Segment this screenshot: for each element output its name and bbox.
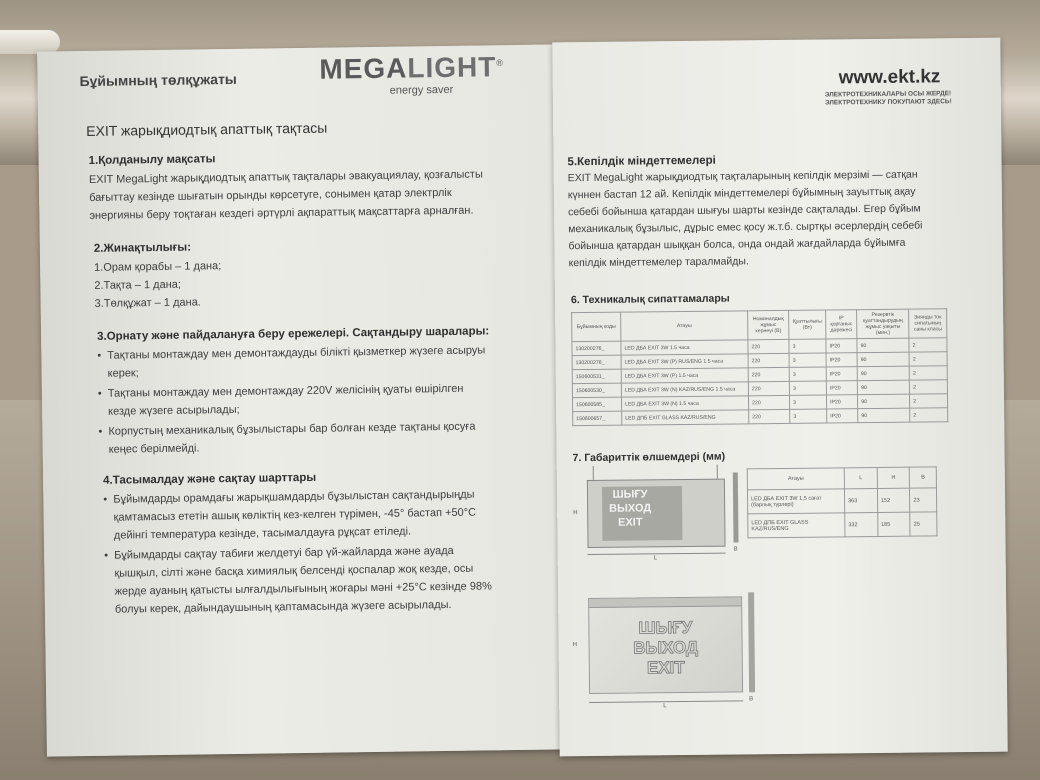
glass-text-ru: ВЫХОД	[633, 637, 699, 658]
dim-cell: 332	[845, 512, 878, 536]
section-7-heading: 7. Габариттік өлшемдері (мм)	[572, 450, 726, 465]
section-5-line: кепілдік міндеттемелер таралмайды.	[568, 255, 749, 270]
bullet-line: керек;	[107, 367, 139, 380]
spec-cell: 2	[909, 366, 947, 380]
spec-cell: 220	[748, 339, 789, 353]
dim-header: Атауы	[747, 468, 844, 490]
section-4-heading: 4.Тасымалдау және сақтау шарттары	[103, 471, 317, 487]
spec-cell: LED ДБА EXIT 3W (N) KAZ/RUS/ENG 1.5 часа	[621, 382, 748, 397]
dim-b-label: B	[733, 546, 738, 553]
dim-header: B	[910, 467, 937, 488]
left-page	[37, 44, 567, 756]
spec-cell: 2	[910, 408, 948, 422]
spec-header: IP қорғаныс дәрежесі	[826, 310, 857, 339]
product-title: EXIT жарықдиодтық апаттық тақтасы	[86, 119, 328, 139]
sign-text-kz: ШЫҒУ	[612, 488, 648, 501]
table-row	[747, 488, 936, 514]
spec-cell: 220	[749, 409, 790, 423]
spec-cell: 90	[858, 394, 910, 409]
spec-cell: 90	[857, 380, 909, 395]
section-2-heading: 2.Жинақтылығы:	[93, 241, 192, 255]
dim-cell: LED ДПБ EXIT GLASS KAZ/RUS/ENG	[748, 513, 845, 538]
bullet-line: • Бұйымдарды сақтау табиғи желдетуі бар үй-жайларда және ауада	[114, 544, 454, 562]
dim-header-row	[747, 467, 936, 490]
section-5-heading: 5.Кепілдік міндеттемелері	[567, 154, 716, 169]
spec-cell: LED ДБА EXIT 3W (P) RUS/ENG 1.5 часа	[621, 354, 748, 369]
section-3-bullet	[108, 378, 560, 420]
dim-cell: 25	[910, 512, 937, 536]
dim-l-label: L	[653, 555, 658, 562]
section-3-heading: 3.Орнату және пайдалануға беру ережелері. Сақтандыру шаралары:	[97, 325, 490, 343]
section-4-bullet	[114, 540, 567, 618]
bullet-line: • Тақтаны монтаждау мен демонтаждауды білікті қызметкер жүзеге асыруы	[107, 344, 486, 362]
spec-cell: LED ДПБ EXIT GLASS KAZ/RUS/ENG	[622, 410, 749, 425]
dim-h-label: H	[572, 642, 577, 649]
spec-cell: 150600530_	[572, 383, 621, 398]
bullet-line: кезде жүзеге асырылады;	[108, 403, 240, 418]
glass-text-kz: ШЫҒУ	[638, 617, 693, 638]
spec-header: Зиянды ток сипатының саны класы	[909, 309, 947, 338]
dim-cell: 185	[877, 512, 910, 536]
dim-l-label: L	[663, 703, 667, 710]
spec-cell: 150600657_	[573, 411, 622, 426]
sign-text-en: EXIT	[618, 516, 643, 529]
spec-cell: IP20	[827, 395, 858, 409]
dim-cell: 363	[844, 488, 877, 512]
dim-h-label: H	[573, 510, 578, 517]
exit-sign-front	[587, 479, 726, 548]
table-row	[573, 408, 948, 426]
sign-side-view	[733, 472, 739, 542]
bullet-line: қамтамасыз ететін ашық көліктің кез-келген түрімен, -45° бастап +50°C	[113, 506, 477, 524]
section-5-line: күннен бастап 12 ай. Кепілдік міндеттемелері бұйымның зауыттық ақау	[567, 185, 916, 202]
section-3-bullet	[108, 416, 560, 458]
exit-sign-glass	[588, 596, 743, 694]
dim-cell: 23	[910, 488, 937, 512]
brand-reg: ®	[496, 57, 505, 68]
section-1-text	[89, 165, 552, 225]
sign-top-bar	[589, 597, 741, 608]
brand-mega: MEGA	[319, 52, 408, 85]
spec-cell: LED ДБА EXIT 3W (N) 1.5 часа	[621, 396, 748, 411]
bullet-line: • Корпустың механикалық бұзылыстары бар болған кезде тақтаны қосуға	[108, 420, 476, 438]
spec-cell: IP20	[827, 409, 858, 423]
section-5-line: механикалық бұзылыс, дұрыс емес қосу ж.т.б. сыртқы әсерлердің себебі	[568, 219, 923, 236]
section-5-line: EXIT MegaLight жарықдиодтық тақталарының кепілдік мерзімі — сатқан	[567, 168, 918, 185]
bullet-line: қышқыл, сілті және басқа химиялық белсенді қоспалар жоқ кезде, осы	[114, 562, 474, 580]
spec-cell: 2	[909, 338, 947, 352]
section-5-line: себебі бойынша қатардан шығуы шарты кезінде сақталады. Егер бұйым	[567, 202, 921, 219]
brand-tagline: energy saver	[389, 83, 454, 97]
spec-cell: 220	[748, 381, 789, 395]
bullet-line: • Тақтаны монтаждау мен демонтаждау 220V желісінің қуаты өшірілген	[107, 382, 464, 400]
spec-cell: 3	[789, 381, 826, 395]
bullet-line: болуы керек, дайындаушының қаптамасында жүзеге асырылады.	[114, 598, 452, 616]
brand-logo	[319, 51, 504, 86]
dim-cell: 152	[877, 488, 910, 512]
spec-cell: 2	[910, 380, 948, 394]
spec-cell: 90	[858, 408, 910, 423]
table-row	[748, 512, 937, 538]
spec-cell: LED ДБА EXIT 3W (P) 1.5 часа	[621, 368, 748, 383]
spec-header: Атауы	[621, 311, 748, 341]
spec-cell: 3	[789, 353, 826, 367]
spec-cell: 220	[748, 395, 789, 409]
spec-cell: 220	[748, 353, 789, 367]
dim-cell: LED ДБА EXIT 3W 1,5 сағат (барлық түрлері)	[747, 489, 844, 514]
right-page	[552, 38, 1007, 757]
section-4-bullet	[113, 484, 566, 544]
spec-header: Резервтік қуаттандырудың жұмыс уақыты (мин.)	[857, 309, 909, 339]
spec-header: Қуаттылығы (Вт)	[789, 310, 826, 339]
glass-side-view	[748, 592, 755, 692]
spec-cell: 150600585_	[572, 397, 621, 412]
spec-cell: 3	[789, 367, 826, 381]
dim-header: H	[877, 467, 910, 488]
spec-header: Номиналдық жұмыс кернеуі (В)	[748, 310, 789, 339]
hanger-wire	[717, 465, 718, 479]
cable	[0, 30, 60, 54]
spec-cell: IP20	[826, 353, 857, 367]
spec-cell: 220	[748, 367, 789, 381]
dim-b-label: B	[749, 696, 754, 703]
spec-cell: LED ДБА EXIT 3W 1.5 часа	[621, 340, 748, 355]
section-1-line: EXIT MegaLight жарықдиодтық апаттық тақталары эвакуациялау, қозғалысты	[88, 168, 483, 186]
section-1-line: энергияны беру тоқтаған кездегі әртүрлі ақпараттық мақсаттарға арналған.	[89, 204, 474, 222]
spec-cell: IP20	[826, 381, 857, 395]
website: www.ekt.kz	[838, 66, 941, 89]
spec-cell: 90	[857, 338, 909, 353]
bullet-line: кеңес берілмейді.	[108, 442, 200, 456]
bullet-line: • Бұйымдарды орамдағы жарықшамдарды бұзылыстан сақтандырыңды	[113, 488, 475, 506]
hanger-wire	[593, 466, 594, 480]
section-2-item: 2.Тақта – 1 дана;	[94, 278, 182, 292]
spec-cell: 90	[857, 366, 909, 381]
spec-cell: 130200276_	[572, 341, 621, 356]
spec-cell: 90	[857, 352, 909, 367]
section-1-line: бағыттау кезінде шығатын орынды көрсетуге, сонымен қатар электрлік	[89, 186, 452, 204]
spec-cell: 130200276_	[572, 355, 621, 370]
spec-cell: 3	[790, 395, 827, 409]
spec-cell: IP20	[826, 339, 857, 353]
spec-cell: 3	[790, 409, 827, 423]
section-1-heading: 1.Қолданылу мақсаты	[88, 153, 216, 167]
slogan-kz: ЭЛЕКТРОТЕХНИКАЛАРЫ ОСЫ ЖЕРДЕ!	[824, 90, 952, 99]
spec-cell: 2	[909, 352, 947, 366]
bullet-line: дейінгі температура кезінде, тасымалдауға рұқсат етіледі.	[113, 525, 412, 542]
section-6-heading: 6. Техникалық сипаттамалары	[570, 292, 730, 307]
spec-cell: 150600531_	[572, 369, 621, 384]
slogan-ru: ЭЛЕКТРОТЕХНИКУ ПОКУПАЮТ ЗДЕСЬ!	[824, 98, 952, 107]
spec-header-row	[572, 309, 947, 342]
section-2-item: 3.Төлқұжат – 1 дана.	[94, 296, 201, 310]
sign-text-ru: ВЫХОД	[609, 502, 652, 515]
spec-cell: 3	[789, 339, 826, 353]
section-5-line: бойынша қатардан шыққан болса, онда ондай жағдайларда бұйымға	[568, 236, 906, 253]
section-3-bullet	[107, 340, 559, 382]
spec-table	[571, 308, 948, 426]
dimensions-table	[747, 466, 938, 538]
spec-cell: IP20	[826, 367, 857, 381]
brand-light: LIGHT	[407, 51, 497, 84]
spec-cell: 2	[910, 394, 948, 408]
glass-text-en: EXIT	[646, 658, 685, 678]
spec-header: Бұйымның коды	[572, 312, 621, 342]
bullet-line: жерде ауаның қатысты ылғалдылығының жоғары мәні +25°C кезінде 98%	[114, 580, 492, 598]
section-5-text	[568, 166, 959, 272]
section-2-item: 1.Орам қорабы – 1 дана;	[94, 260, 222, 274]
doc-title: Бұйымның төлқұжаты	[79, 70, 237, 90]
dim-header: L	[844, 467, 877, 488]
